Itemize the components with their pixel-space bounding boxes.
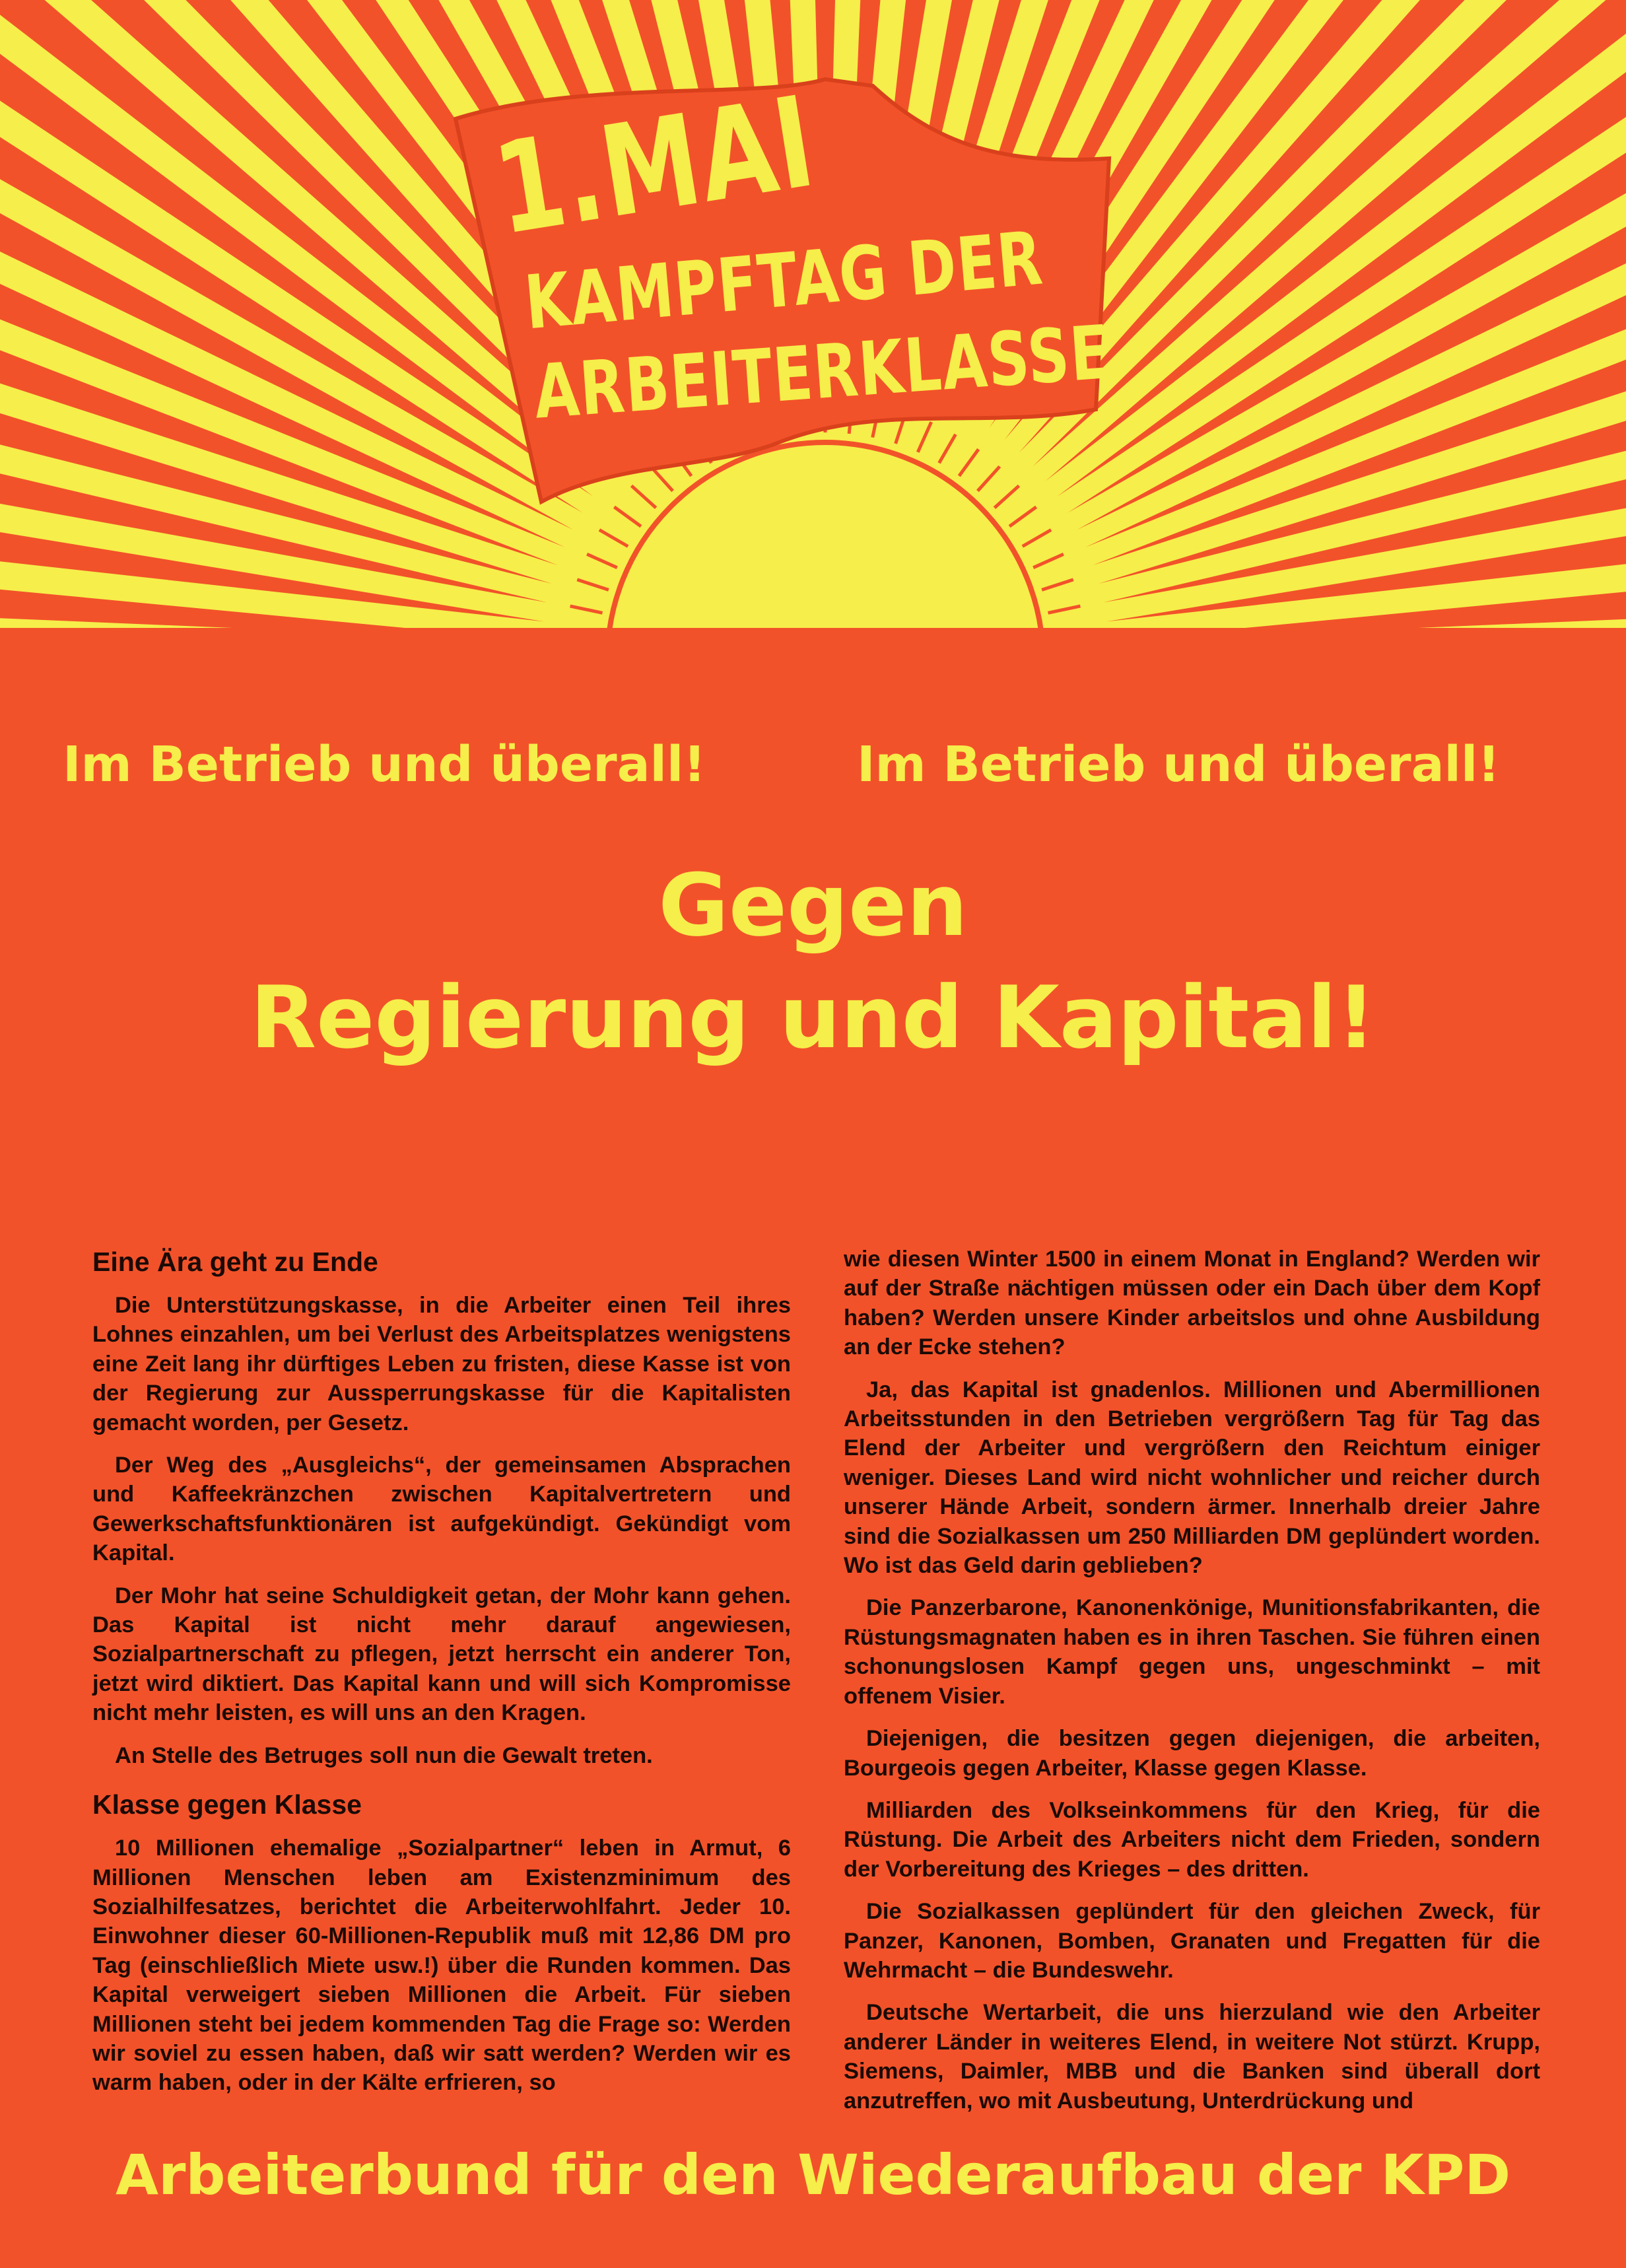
- section-heading-era: Eine Ära geht zu Ende: [92, 1247, 378, 1277]
- slogan-right: Im Betrieb und überall!: [857, 736, 1500, 793]
- paragraph: Diejenigen, die besitzen gegen diejenigen, die arbeiten, Bourgeois gegen Arbeiter, Klasse gegen Klasse.: [844, 1726, 1540, 1781]
- flag-line-arbeiterklasse: ARBEITERKLASSE: [531, 309, 1114, 436]
- flag-line-kampftag: KAMPFTAG DER: [522, 215, 1047, 347]
- flag-text: [0, 0, 1626, 631]
- headline-line-2: Regierung und Kapital!: [250, 967, 1376, 1068]
- section-heading-klasse: Klasse gegen Klasse: [92, 1789, 362, 1820]
- paragraph: Ja, das Kapital ist gnadenlos. Millionen und Abermillionen Arbeitsstunden in den Betrieben vergrößern Tag für Tag das Elend der Arbeiter und vergrößern den Reichtum einiger weniger. Dieses Land wird nicht wohnlicher und reicher durch unserer Hände Arbeit, sondern ärmer. Innerhalb dreier Jahre sind die Sozialkassen um 250 Milliarden DM geplündert worden. Wo ist das Geld darin geblieben?: [844, 1377, 1540, 1579]
- headline-line-1: Gegen: [658, 855, 968, 955]
- paragraph: Die Panzerbarone, Kanonenkönige, Munitionsfabrikanten, die Rüstungsmagnaten haben es in ihren Taschen. Sie führen einen schonungslosen Kampf gegen uns, ungeschminkt – mit offenem Visier.: [844, 1595, 1540, 1709]
- paragraph: Der Mohr hat seine Schuldigkeit getan, der Mohr kann gehen. Das Kapital ist nicht mehr darauf angewiesen, Sozialpartnerschaft zu pflegen, jetzt herrscht ein anderer Ton, jetzt wird diktiert. Das Kapital kann und will sich Kompromisse nicht mehr leisten, es will uns an den Kragen.: [92, 1583, 791, 1726]
- paragraph: Deutsche Wertarbeit, die uns hierzuland wie den Arbeiter anderer Länder in weiteres Elend, in weitere Not stürzt. Krupp, Siemens, Daimler, MBB und die Banken sind überall dort anzutreffen, wo mit Ausbeutung, Unterdrückung und: [844, 2000, 1540, 2113]
- article-column-right: [844, 1245, 1540, 2129]
- paragraph: An Stelle des Betruges soll nun die Gewalt treten.: [115, 1742, 653, 1768]
- paragraph: Der Weg des „Ausgleichs“, der gemeinsamen Absprachen und Kaffeekränzchen zwischen Kapitalvertretern und Gewerkschaftsfunktionären ist aufgekündigt. Gekündigt vom Kapital.: [92, 1453, 791, 1566]
- paragraph: Die Sozialkassen geplündert für den gleichen Zweck, für Panzer, Kanonen, Bomben, Granaten und Fregatten für die Wehrmacht – die Bundeswehr.: [844, 1899, 1540, 1983]
- slogan-left: Im Betrieb und überall!: [63, 736, 706, 793]
- organization-name: Arbeiterbund für den Wiederaufbau der KPD: [115, 2143, 1511, 2207]
- article-column-left: [92, 1245, 791, 2111]
- paragraph: Die Unterstützungskasse, in die Arbeiter einen Teil ihres Lohnes einzahlen, um bei Verlust des Arbeitsplatzes wenigstens eine Zeit lang ihr dürftiges Leben zu fristen, diese Kasse ist von der Regierung zur Aussperrungskasse für die Kapitalisten gemacht worden, per Gesetz.: [92, 1293, 791, 1435]
- paragraph-continued: wie diesen Winter 1500 in einem Monat in England? Werden wir auf der Straße nächtigen müssen oder ein Dach über dem Kopf haben? Werden unsere Kinder arbeitslos und ohne Ausbildung an der Ecke stehen?: [844, 1247, 1540, 1360]
- flag-line-date: 1.MAI: [485, 69, 825, 263]
- paragraph: 10 Millionen ehemalige „Sozialpartner“ leben in Armut, 6 Millionen Menschen leben am Existenzminimum des Sozialhilfesatzes, berichtet die Arbeiterwohlfahrt. Jeder 10. Einwohner dieser 60-Millionen-Republik muß mit 12,86 DM pro Tag (einschließlich Miete usw.!) über die Runden kommen. Das Kapital verweigert sieben Millionen die Arbeit. Für sieben Millionen steht bei jedem kommenden Tag die Frage so: Werden wir soviel zu essen haben, daß wir satt werden? Werden wir es warm haben, oder in der Kälte erfrieren, so: [92, 1836, 791, 2096]
- sun-banner: [0, 0, 1626, 631]
- paragraph: Milliarden des Volkseinkommens für den Krieg, für die Rüstung. Die Arbeit des Arbeiters nicht dem Frieden, sondern der Vorbereitung des Krieges – des dritten.: [844, 1797, 1540, 1882]
